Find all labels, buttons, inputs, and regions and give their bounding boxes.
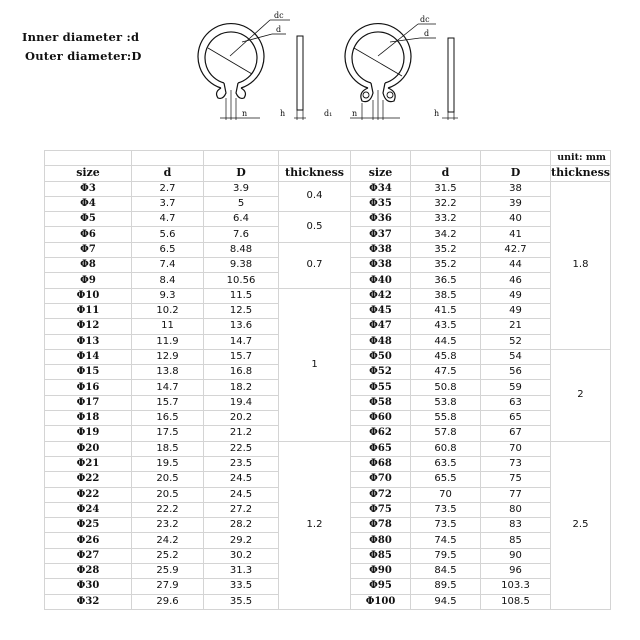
inner-diameter-cell: 11.9 (132, 334, 204, 349)
column-header: D (481, 166, 551, 181)
size-cell: Φ35 (351, 196, 411, 211)
size-cell: Φ11 (45, 303, 132, 318)
label-n-left: n (242, 109, 248, 118)
size-cell: Φ37 (351, 227, 411, 242)
outer-diameter-cell: 24.5 (204, 487, 279, 502)
inner-diameter-cell: 57.8 (411, 426, 481, 441)
inner-diameter-cell: 8.4 (132, 273, 204, 288)
size-cell: Φ48 (351, 334, 411, 349)
inner-diameter-cell: 50.8 (411, 380, 481, 395)
size-cell: Φ21 (45, 456, 132, 471)
column-header: size (351, 166, 411, 181)
size-cell: Φ28 (45, 564, 132, 579)
size-cell: Φ18 (45, 411, 132, 426)
outer-diameter-cell: 28.2 (204, 518, 279, 533)
thickness-cell: 2.5 (551, 441, 611, 609)
circlip-right-drawing (345, 24, 458, 120)
outer-diameter-cell: 9.38 (204, 258, 279, 273)
inner-diameter-cell: 19.5 (132, 456, 204, 471)
outer-diameter-cell: 46 (481, 273, 551, 288)
inner-diameter-cell: 38.5 (411, 288, 481, 303)
outer-diameter-cell: 15.7 (204, 349, 279, 364)
legend-outer-diameter: Outer diameter:D (25, 49, 142, 63)
size-cell: Φ14 (45, 349, 132, 364)
inner-diameter-cell: 17.5 (132, 426, 204, 441)
inner-diameter-cell: 47.5 (411, 365, 481, 380)
size-cell: Φ95 (351, 579, 411, 594)
label-dc-right: dc (420, 15, 430, 24)
outer-diameter-cell: 3.9 (204, 181, 279, 196)
unit-row (45, 151, 611, 166)
inner-diameter-cell: 45.8 (411, 349, 481, 364)
size-cell: Φ30 (45, 579, 132, 594)
size-cell: Φ70 (351, 472, 411, 487)
column-header: thickness (279, 166, 351, 181)
size-cell: Φ26 (45, 533, 132, 548)
size-cell: Φ7 (45, 242, 132, 257)
outer-diameter-cell: 12.5 (204, 303, 279, 318)
outer-diameter-cell: 22.5 (204, 441, 279, 456)
outer-diameter-cell: 42.7 (481, 242, 551, 257)
size-cell: Φ85 (351, 548, 411, 563)
column-header: size (45, 166, 132, 181)
size-cell: Φ80 (351, 533, 411, 548)
inner-diameter-cell: 23.2 (132, 518, 204, 533)
size-cell: Φ78 (351, 518, 411, 533)
blank-cell (45, 151, 132, 166)
inner-diameter-cell: 94.5 (411, 594, 481, 609)
size-cell: Φ55 (351, 380, 411, 395)
size-cell: Φ90 (351, 564, 411, 579)
size-cell: Φ42 (351, 288, 411, 303)
label-n-right: n (352, 109, 358, 118)
blank-cell (279, 151, 351, 166)
blank-cell (481, 151, 551, 166)
table-row (45, 288, 611, 303)
outer-diameter-cell: 77 (481, 487, 551, 502)
blank-cell (132, 151, 204, 166)
header-row (45, 166, 611, 181)
inner-diameter-cell: 35.2 (411, 242, 481, 257)
outer-diameter-cell: 54 (481, 349, 551, 364)
inner-diameter-cell: 79.5 (411, 548, 481, 563)
inner-diameter-cell: 74.5 (411, 533, 481, 548)
outer-diameter-cell: 19.4 (204, 395, 279, 410)
inner-diameter-cell: 89.5 (411, 579, 481, 594)
size-cell: Φ20 (45, 441, 132, 456)
outer-diameter-cell: 85 (481, 533, 551, 548)
outer-diameter-cell: 40 (481, 212, 551, 227)
size-cell: Φ6 (45, 227, 132, 242)
inner-diameter-cell: 41.5 (411, 303, 481, 318)
outer-diameter-cell: 63 (481, 395, 551, 410)
size-cell: Φ72 (351, 487, 411, 502)
outer-diameter-cell: 31.3 (204, 564, 279, 579)
inner-diameter-cell: 43.5 (411, 319, 481, 334)
size-cell: Φ38 (351, 258, 411, 273)
inner-diameter-cell: 36.5 (411, 273, 481, 288)
outer-diameter-cell: 83 (481, 518, 551, 533)
size-cell: Φ52 (351, 365, 411, 380)
size-cell: Φ40 (351, 273, 411, 288)
size-cell: Φ5 (45, 212, 132, 227)
outer-diameter-cell: 41 (481, 227, 551, 242)
blank-cell (351, 151, 411, 166)
size-cell: Φ45 (351, 303, 411, 318)
outer-diameter-cell: 13.6 (204, 319, 279, 334)
outer-diameter-cell: 59 (481, 380, 551, 395)
outer-diameter-cell: 96 (481, 564, 551, 579)
size-cell: Φ17 (45, 395, 132, 410)
column-header: d (411, 166, 481, 181)
inner-diameter-cell: 27.9 (132, 579, 204, 594)
size-cell: Φ12 (45, 319, 132, 334)
size-cell: Φ27 (45, 548, 132, 563)
size-cell: Φ68 (351, 456, 411, 471)
size-cell: Φ36 (351, 212, 411, 227)
circlip-left-drawing (198, 20, 306, 120)
inner-diameter-cell: 18.5 (132, 441, 204, 456)
column-header: D (204, 166, 279, 181)
outer-diameter-cell: 49 (481, 288, 551, 303)
outer-diameter-cell: 8.48 (204, 242, 279, 257)
inner-diameter-cell: 6.5 (132, 242, 204, 257)
inner-diameter-cell: 84.5 (411, 564, 481, 579)
outer-diameter-cell: 27.2 (204, 502, 279, 517)
thickness-cell: 1 (279, 288, 351, 441)
thickness-cell: 1.8 (551, 181, 611, 349)
inner-diameter-cell: 33.2 (411, 212, 481, 227)
size-cell: Φ25 (45, 518, 132, 533)
inner-diameter-cell: 4.7 (132, 212, 204, 227)
size-cell: Φ50 (351, 349, 411, 364)
thickness-cell: 0.4 (279, 181, 351, 212)
outer-diameter-cell: 44 (481, 258, 551, 273)
outer-diameter-cell: 11.5 (204, 288, 279, 303)
outer-diameter-cell: 75 (481, 472, 551, 487)
outer-diameter-cell: 65 (481, 411, 551, 426)
size-cell: Φ58 (351, 395, 411, 410)
outer-diameter-cell: 21 (481, 319, 551, 334)
inner-diameter-cell: 15.7 (132, 395, 204, 410)
thickness-cell: 1.2 (279, 441, 351, 609)
outer-diameter-cell: 108.5 (481, 594, 551, 609)
inner-diameter-cell: 16.5 (132, 411, 204, 426)
inner-diameter-cell: 35.2 (411, 258, 481, 273)
table-row (45, 181, 611, 196)
label-d-right: d (424, 29, 430, 38)
inner-diameter-cell: 24.2 (132, 533, 204, 548)
size-cell: Φ4 (45, 196, 132, 211)
size-cell: Φ10 (45, 288, 132, 303)
outer-diameter-cell: 73 (481, 456, 551, 471)
outer-diameter-cell: 35.5 (204, 594, 279, 609)
label-d-left: d (276, 25, 282, 34)
size-cell: Φ65 (351, 441, 411, 456)
inner-diameter-cell: 44.5 (411, 334, 481, 349)
outer-diameter-cell: 80 (481, 502, 551, 517)
outer-diameter-cell: 39 (481, 196, 551, 211)
inner-diameter-cell: 65.5 (411, 472, 481, 487)
outer-diameter-cell: 29.2 (204, 533, 279, 548)
size-cell: Φ100 (351, 594, 411, 609)
column-header: thickness (551, 166, 610, 180)
inner-diameter-cell: 22.2 (132, 502, 204, 517)
inner-diameter-cell: 60.8 (411, 441, 481, 456)
outer-diameter-cell: 49 (481, 303, 551, 318)
inner-diameter-cell: 31.5 (411, 181, 481, 196)
inner-diameter-cell: 34.2 (411, 227, 481, 242)
table-row (45, 441, 611, 456)
size-cell: Φ8 (45, 258, 132, 273)
outer-diameter-cell: 90 (481, 548, 551, 563)
inner-diameter-cell: 12.9 (132, 349, 204, 364)
outer-diameter-cell: 20.2 (204, 411, 279, 426)
circlip-diagram (190, 8, 470, 123)
outer-diameter-cell: 6.4 (204, 212, 279, 227)
size-cell: Φ62 (351, 426, 411, 441)
inner-diameter-cell: 55.8 (411, 411, 481, 426)
outer-diameter-cell: 30.2 (204, 548, 279, 563)
outer-diameter-cell: 52 (481, 334, 551, 349)
size-cell: Φ13 (45, 334, 132, 349)
outer-diameter-cell: 16.8 (204, 365, 279, 380)
inner-diameter-cell: 53.8 (411, 395, 481, 410)
size-cell: Φ60 (351, 411, 411, 426)
thickness-cell: 0.7 (279, 242, 351, 288)
size-cell: Φ24 (45, 502, 132, 517)
outer-diameter-cell: 18.2 (204, 380, 279, 395)
outer-diameter-cell: 7.6 (204, 227, 279, 242)
outer-diameter-cell: 23.5 (204, 456, 279, 471)
size-cell: Φ34 (351, 181, 411, 196)
unit-label: unit: mm (551, 151, 611, 166)
outer-diameter-cell: 24.5 (204, 472, 279, 487)
inner-diameter-cell: 29.6 (132, 594, 204, 609)
inner-diameter-cell: 2.7 (132, 181, 204, 196)
size-cell: Φ47 (351, 319, 411, 334)
inner-diameter-cell: 11 (132, 319, 204, 334)
outer-diameter-cell: 38 (481, 181, 551, 196)
size-cell: Φ22 (45, 487, 132, 502)
inner-diameter-cell: 20.5 (132, 472, 204, 487)
label-h-right: h (434, 109, 440, 118)
inner-diameter-cell: 63.5 (411, 456, 481, 471)
size-cell: Φ15 (45, 365, 132, 380)
outer-diameter-cell: 56 (481, 365, 551, 380)
label-h-left: h (280, 109, 286, 118)
column-header: d (132, 166, 204, 181)
inner-diameter-cell: 70 (411, 487, 481, 502)
blank-cell (204, 151, 279, 166)
outer-diameter-cell: 103.3 (481, 579, 551, 594)
inner-diameter-cell: 73.5 (411, 518, 481, 533)
inner-diameter-cell: 20.5 (132, 487, 204, 502)
size-cell: Φ22 (45, 472, 132, 487)
outer-diameter-cell: 5 (204, 196, 279, 211)
label-dc-left: dc (274, 11, 284, 20)
inner-diameter-cell: 9.3 (132, 288, 204, 303)
blank-cell (411, 151, 481, 166)
size-cell: Φ32 (45, 594, 132, 609)
size-cell: Φ9 (45, 273, 132, 288)
outer-diameter-cell: 70 (481, 441, 551, 456)
outer-diameter-cell: 67 (481, 426, 551, 441)
inner-diameter-cell: 73.5 (411, 502, 481, 517)
size-cell: Φ16 (45, 380, 132, 395)
circlip-spec-table (44, 150, 611, 610)
inner-diameter-cell: 25.9 (132, 564, 204, 579)
thickness-cell: 2 (551, 349, 611, 441)
table-row (45, 212, 611, 227)
table-row (45, 242, 611, 257)
inner-diameter-cell: 25.2 (132, 548, 204, 563)
inner-diameter-cell: 14.7 (132, 380, 204, 395)
thickness-cell: 0.5 (279, 212, 351, 243)
inner-diameter-cell: 7.4 (132, 258, 204, 273)
size-cell: Φ75 (351, 502, 411, 517)
outer-diameter-cell: 10.56 (204, 273, 279, 288)
inner-diameter-cell: 5.6 (132, 227, 204, 242)
inner-diameter-cell: 13.8 (132, 365, 204, 380)
inner-diameter-cell: 32.2 (411, 196, 481, 211)
outer-diameter-cell: 14.7 (204, 334, 279, 349)
legend-inner-diameter: Inner diameter :d (22, 30, 140, 44)
inner-diameter-cell: 10.2 (132, 303, 204, 318)
label-d1-right: d₁ (324, 109, 333, 118)
size-cell: Φ3 (45, 181, 132, 196)
outer-diameter-cell: 21.2 (204, 426, 279, 441)
outer-diameter-cell: 33.5 (204, 579, 279, 594)
size-cell: Φ19 (45, 426, 132, 441)
inner-diameter-cell: 3.7 (132, 196, 204, 211)
size-cell: Φ38 (351, 242, 411, 257)
